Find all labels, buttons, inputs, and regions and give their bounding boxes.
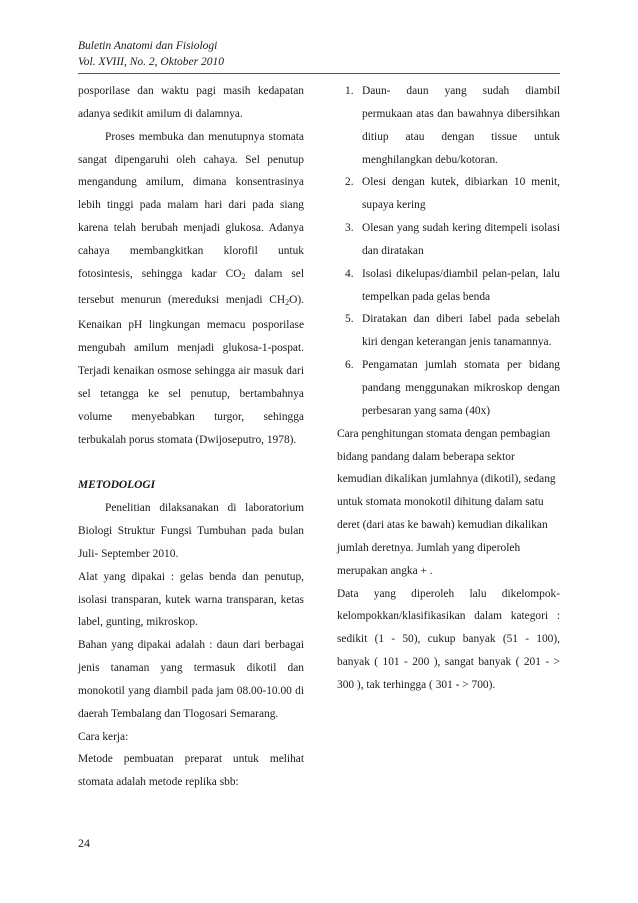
paragraph-lokasi-waktu: Penelitian dilaksanakan di laboratorium Biologi Struktur Fungsi Tumbuhan pada bulan Juli- September 2010. xyxy=(78,502,304,560)
spacer xyxy=(78,452,304,475)
paragraph-metode: Metode pembuatan preparat untuk melihat stomata adalah metode replika sbb: xyxy=(78,753,304,789)
paragraph-continuation: posporilase dan waktu pagi masih kedapatan adanya sedikit amilum di dalamnya. xyxy=(78,85,304,120)
procedure-step: 4. Isolasi dikelupas/diambil pelan-pelan, lalu tempelkan pada gelas benda xyxy=(345,267,560,303)
journal-title: Buletin Anatomi dan Fisiologi xyxy=(78,40,218,52)
header-rule xyxy=(78,73,560,74)
right-column xyxy=(337,80,560,697)
paragraph-cara-kerja-label: Cara kerja: xyxy=(78,730,129,743)
subscript-ch2o: 2 xyxy=(285,297,290,307)
procedure-step: 6. Pengamatan jumlah stomata per bidang pandang menggunakan mikroskop dengan perbesaran yang sama (40x) xyxy=(345,359,560,417)
counting-method-paragraph: Cara penghitungan stomata dengan pembagian bidang pandang dalam beberapa sektor kemudian dikalikan jumlahnya (dikotil), sedang untuk stomata monokotil dihitung dalam satu deret (dari atas ke bawah) kemudian dikalikan jumlah deretnya. Jumlah yang diperoleh merupakan angka + . xyxy=(337,427,556,577)
procedure-step: 2. Olesi dengan kutek, dibiarkan 10 menit, supaya kering xyxy=(345,176,560,212)
left-column xyxy=(78,80,304,794)
paragraph-data-categories: Data yang diperoleh lalu dikelompok-kelompokkan/klasifikasikan dalam kategori : sedikit (1 - 50), cukup banyak (51 - 100), banyak ( 101 - 200 ), sangat banyak ( 201 - > 300 ), tak terhingga ( 301 - > 700). xyxy=(337,587,560,691)
procedure-step: 1. Daun- daun yang sudah diambil permukaan atas dan bawahnya dibersihkan ditiup atau dengan tissue untuk menghilangkan debu/kotoran. xyxy=(345,85,560,166)
paragraph-stomata-mechanism: Proses membuka dan menutupnya stomata sangat dipengaruhi oleh cahaya. Sel penutup mengandung amilum, dimana konsentrasinya lebih tinggi pada malam hari dari pada siang karena telah berubah menjadi glukosa. Adanya cahaya membangkitkan klorofil untuk fotosintesis, sehingga kadar $CO_2$ dalam sel tersebut menurun (mereduksi menjadi $CH_2O$). Kenaikan pH lingkungan memacu posporilase mengubah amilum menjadi glukosa-1-pospat. Terjadi kenaikan osmose sehingga air masuk dari sel tetangga ke sel penutup, bertambahnya volume menyebabkan turgor, sehingga terbukalah porus stomata (Dwijoseputro, 1978). xyxy=(78,130,304,446)
procedure-steps xyxy=(337,80,560,423)
paragraph-alat: Alat yang dipakai : gelas benda dan penutup, isolasi transparan, kutek warna transparan, ketas label, gunting, mikroskop. xyxy=(78,570,304,629)
section-heading-metodologi: METODOLOGI xyxy=(78,479,155,492)
subscript-co2: 2 xyxy=(241,271,246,281)
paragraph-bahan: Bahan yang dipakai adalah : daun dari berbagai jenis tanaman yang termasuk dikotil dan monokotil yang diambil pada jam 08.00-10.00 di daerah Tembalang dan Tlogosari Semarang. xyxy=(78,639,304,720)
journal-volume: Vol. XVIII, No. 2, Oktober 2010 xyxy=(78,56,224,68)
procedure-step: 5. Diratakan dan diberi label pada sebelah kiri dengan keterangan jenis tanamannya. xyxy=(345,313,560,349)
running-head xyxy=(78,38,224,70)
procedure-step: 3. Olesan yang sudah kering ditempeli isolasi dan diratakan xyxy=(345,222,560,257)
page-number: 24 xyxy=(78,836,90,850)
